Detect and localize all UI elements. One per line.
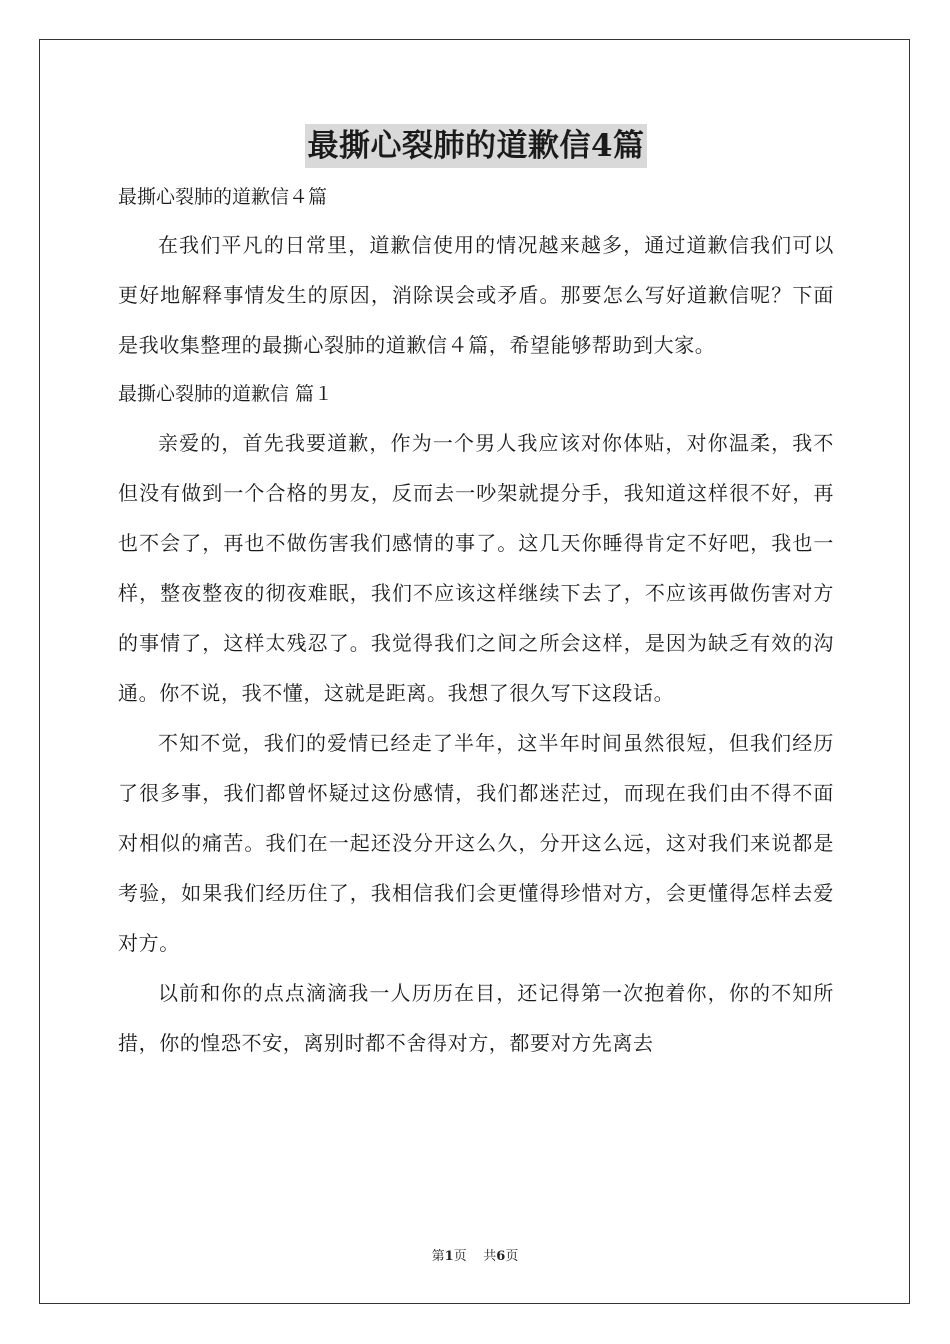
document-subtitle: 最撕心裂肺的道歉信４篇 bbox=[118, 186, 328, 208]
total-pages: 6 bbox=[496, 1249, 506, 1264]
page-footer bbox=[0, 1245, 950, 1264]
footer-gap bbox=[467, 1249, 484, 1264]
section-heading: 最撕心裂肺的道歉信 篇１ bbox=[118, 383, 334, 405]
body-paragraph-2: 不知不觉，我们的爱情已经走了半年，这半年时间虽然很短，但我们经历了很多事，我们都曾怀疑过这份感情，我们都迷茫过，而现在我们由不得不面对相似的痛苦。我们在一起还没分开这么久，分开这么远，这对我们来说都是考验，如果我们经历住了，我相信我们会更懂得珍惜对方，会更懂得怎样去爱对方。 bbox=[118, 731, 834, 955]
page-prefix: 第 bbox=[431, 1249, 445, 1264]
page-suffix: 页 bbox=[453, 1249, 467, 1264]
page-current: 1 bbox=[444, 1249, 454, 1264]
intro-paragraph: 在我们平凡的日常里，道歉信使用的情况越来越多，通过道歉信我们可以更好地解释事情发生的原因，消除误会或矛盾。那要怎么写好道歉信呢？下面是我收集整理的最撕心裂肺的道歉信４篇，希望能够帮助到大家。 bbox=[118, 233, 834, 357]
body-paragraph-1: 亲爱的，首先我要道歉，作为一个男人我应该对你体贴，对你温柔，我不但没有做到一个合格的男友，反而去一吵架就提分手，我知道这样很不好，再也不会了，再也不做伤害我们感情的事了。这几天你睡得肯定不好吧，我也一样，整夜整夜的彻夜难眠，我们不应该这样继续下去了，不应该再做伤害对方的事情了，这样太残忍了。我觉得我们之间之所会这样，是因为缺乏有效的沟通。你不说，我不懂，这就是距离。我想了很久写下这段话。 bbox=[118, 431, 834, 705]
body-paragraph-3: 以前和你的点点滴滴我一人历历在目，还记得第一次抱着你，你的不知所措，你的惶恐不安，离别时都不舍得对方，都要对方先离去 bbox=[118, 981, 834, 1055]
total-prefix: 共 bbox=[483, 1249, 497, 1264]
total-suffix: 页 bbox=[505, 1249, 519, 1264]
document-title bbox=[118, 124, 834, 174]
document-body bbox=[118, 124, 834, 1068]
document-title-text: 最撕心裂肺的道歉信4篇 bbox=[305, 124, 646, 168]
